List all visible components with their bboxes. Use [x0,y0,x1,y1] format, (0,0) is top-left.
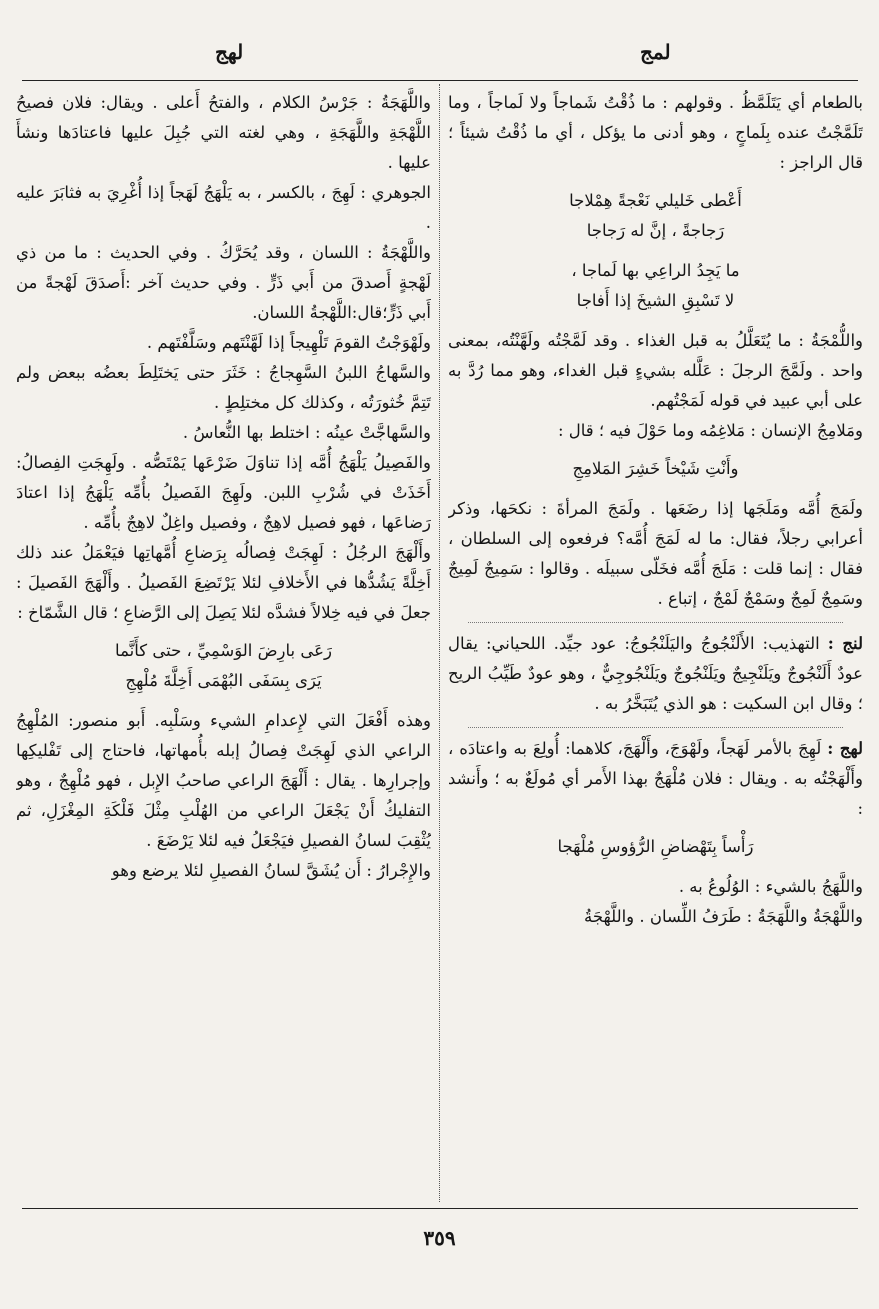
verse-block [448,832,863,862]
right-headword: لمج [640,40,671,64]
verse-line: رَأْساً بِتَهْضاضِ الرُّؤوسِ مُلْهَجا [557,837,754,856]
paragraph: والفَصِيلُ يَلْهَجُ أُمَّه إذا تناوَلَ ضَرْعَها يَمْتَصُّه . ولَهِجَتِ الفِصالُ: أَخَذَتْ في شُرْبِ اللبن. ولَهِجَ الفَصيلُ بأُمِّه يَلْهَجُ إذا اعتادَ رَضاعَها ، فهو فصيل لاهِجٌ ، وفصيل واغِلٌ لاهِجٌ بأُمِّه . [16,453,431,532]
verse-block [448,256,863,316]
verse-line: وأَنْتِ شَيْخاً خَشِرَ المَلامِجِ [572,459,739,478]
entry-divider [468,622,843,623]
paragraph: والسَّهاجَّتْ عينُه : اختلط بها النُّعاسُ . [182,423,431,442]
bottom-rule [22,1208,858,1209]
paragraph: واللَّهْجَةُ واللَّهَجَةُ : طَرَفُ اللِّسان . واللَّهْجَةُ [584,907,863,926]
paragraph: واللَّهْجَةُ : اللسان ، وقد يُحَرَّكُ . وفي الحديث : ما من ذي لَهْجةٍ أَصدقَ من أَبي ذَرٍّ . وفي حديث آخر :أَصدَقَ لَهْجةً من أَبي ذَرٍّ؛قال:اللَّهْجةُ اللسان. [16,243,431,322]
verse-block [16,636,431,696]
entry-headword: لهج : [827,739,863,758]
entry-lhj [448,734,863,824]
verse-line: رَجاجةً ، إنَّ له رَجاجا [586,221,725,240]
entry-divider [468,727,843,728]
entry-text: لَهِجَ بالأمر لَهَجاً، ولَهْوَجَ، وأَلْهَجَ، كلاهما: أُولِعَ به واعتادَه ، وأَلْهَجْتُه به . ويقال : فلان مُلْهَجٌ بهذا الأَمر أي مُولَعٌ به ؛ وأَنشد : [448,739,863,818]
paragraph: ولَهْوَجْتُ القومَ تَلْهِيجاً إذا لَهَّنْتَهم وسَلَّفْتَهم . [146,333,431,352]
paragraph: ومَلامِجُ الإنسان : مَلاغِمُه وما حَوْلَ فيه ؛ قال : [557,421,863,440]
verse-line: ما يَجِدُ الراعِي بها لَماجا ، [571,261,740,280]
verse-line: يَرَى بِسَفَى البُهْمَى أَخِلَّةَ مُلْهِجِ [125,671,322,690]
left-headword: لهج [215,40,244,64]
verse-block [448,186,863,246]
paragraph: وهذه أَفْعَلَ التي لإِعدامِ الشيء وسَلْبِه. أَبو منصور: المُلْهِجُ الراعي الذي لَهِجَتْ فِصالُ إبله بأُمهاتها، فاحتاج إلى تَفْليكِها وإجرارِها . يقال : أَلْهَجَ الراعي صاحبُ الإِبل ، فهو مُلْهِجٌ ، وهو التفليكُ أَنْ يَجْعَلَ الراعي من الهُلْبِ مِثْلَ فَلْكَةِ المِغْزَلِ، ثم يُثْقِبَ لسانُ الفصيلِ فيَجْعَلُ فيه لئلا يَرْضَعَ . [16,711,431,850]
page-number: ٣٥٩ [423,1226,456,1250]
left-column [16,88,431,1203]
paragraph: واللَّهَجَةُ : جَرْسُ الكلام ، والفتحُ أَعلى . ويقال: فلان فصيحُ اللَّهْجَةِ واللَّهَجَةِ ، وهي لغته التي جُبِلَ عليها فاعتادَها ونشأَ عليها . [16,93,431,172]
verse-line: لا تَسْبِقِ الشيخَ إذا أَفاجا [576,291,735,310]
entry-text: التهذيب: الأَلَنْجُوجُ واليَلَنْجُوجُ: عود جيِّد. اللحياني: يقال عودٌ أَلَنْجُوجٌ ويَلَنْجِيجٌ ويَلَنْجُوجٌ ويَلَنْجُوجِيٌّ ، وهو عودٌ طَيِّبُ الريح ؛ وقال ابن السكيت : هو الذي يُتَبَخَّرُ به . [448,634,863,713]
column-separator [439,84,440,1202]
paragraph: والإِجْرارُ : أَن يُشَقَّ لسانُ الفصيلِ لئلا يرضع وهو [111,861,431,880]
paragraph: ولَمَجَ أُمَّه ومَلَجَها إذا رضَعَها . ولَمَجَ المرأةَ : نكحَها، وذكر أعرابي رجلاً، فقال: ما له لَمَجَ أُمَّه؟ فرفعوه إلى السلطان ، فقال : إنما قلت : مَلَجَ أُمَّه فخَلّى سبيلَه . وقالوا : سَمِيجٌ لَمِيجٌ وسَمِجٌ لَمِجٌ وسَمْجٌ لَمْجٌ ، إتباع . [448,499,863,608]
top-rule [22,80,858,81]
right-column [448,88,863,1203]
paragraph: وأَلْهَجَ الرجُلُ : لَهِجَتْ فِصالُه بِرَضاعِ أُمَّهاتِها فيَعْمَلُ عند ذلك أَخِلَّةً يَشُدُّها في الأَخلافِ لئلا يَرْتَضِعَ الفَصيلُ . وأَلْهَجَ الفَصيلَ : جعلَ في فيه خِلالاً فشدَّه لئلا يَصِلَ إلى الرَّضاعِ ؛ قال الشَّمّاخ : [16,543,431,622]
entry-lnj [448,629,863,719]
paragraph: واللُّمْجَةُ : ما يُتَعَلَّلُ به قبل الغذاء . وقد لَمَّجْتُه ولَهَّنْتُه، بمعنى واحد . ولَمَّجَ الرجلَ : عَلَّله بشيءٍ قبل الغداء، وهو مما رُدَّ به على أبي عبيد في قوله لَمَجْتُهم. [448,331,863,410]
paragraph: الجوهري : لَهِجَ ، بالكسر ، به يَلْهَجُ لَهَجاً إذا أُغْرِيَ به فثابَرَ عليه . [16,183,431,232]
entry-headword: لنج : [827,634,863,653]
verse-line: أَعْطى خَليلي نَعْجةً هِمْلاجا [569,191,742,210]
verse-block [448,454,863,484]
paragraph: والسَّهاجُ اللبنُ السَّهِجاجُ : خَثَرَ حتى يَختَلِطَ بعضُه ببعض ولم تَتِمَّ خُثورَتُه ، وكذلك كل مختلِطٍ . [16,363,431,412]
paragraph: واللَّهَجُ بالشيء : الوُلُوعُ به . [678,877,863,896]
verse-line: رَعَى بارِضَ الوَسْمِيِّ ، حتى كأَنَّما [115,641,332,660]
paragraph: بالطعام أي يَتَلَمَّظُ . وقولهم : ما ذُقْتُ شَماجاً ولا لَماجاً ، وما تَلَمَّجْتُ عنده بِلَماجٍ ، وهو أدنى ما يؤكل ، أي ما ذُقْتُ شيئاً ؛ قال الراجز : [448,93,863,172]
